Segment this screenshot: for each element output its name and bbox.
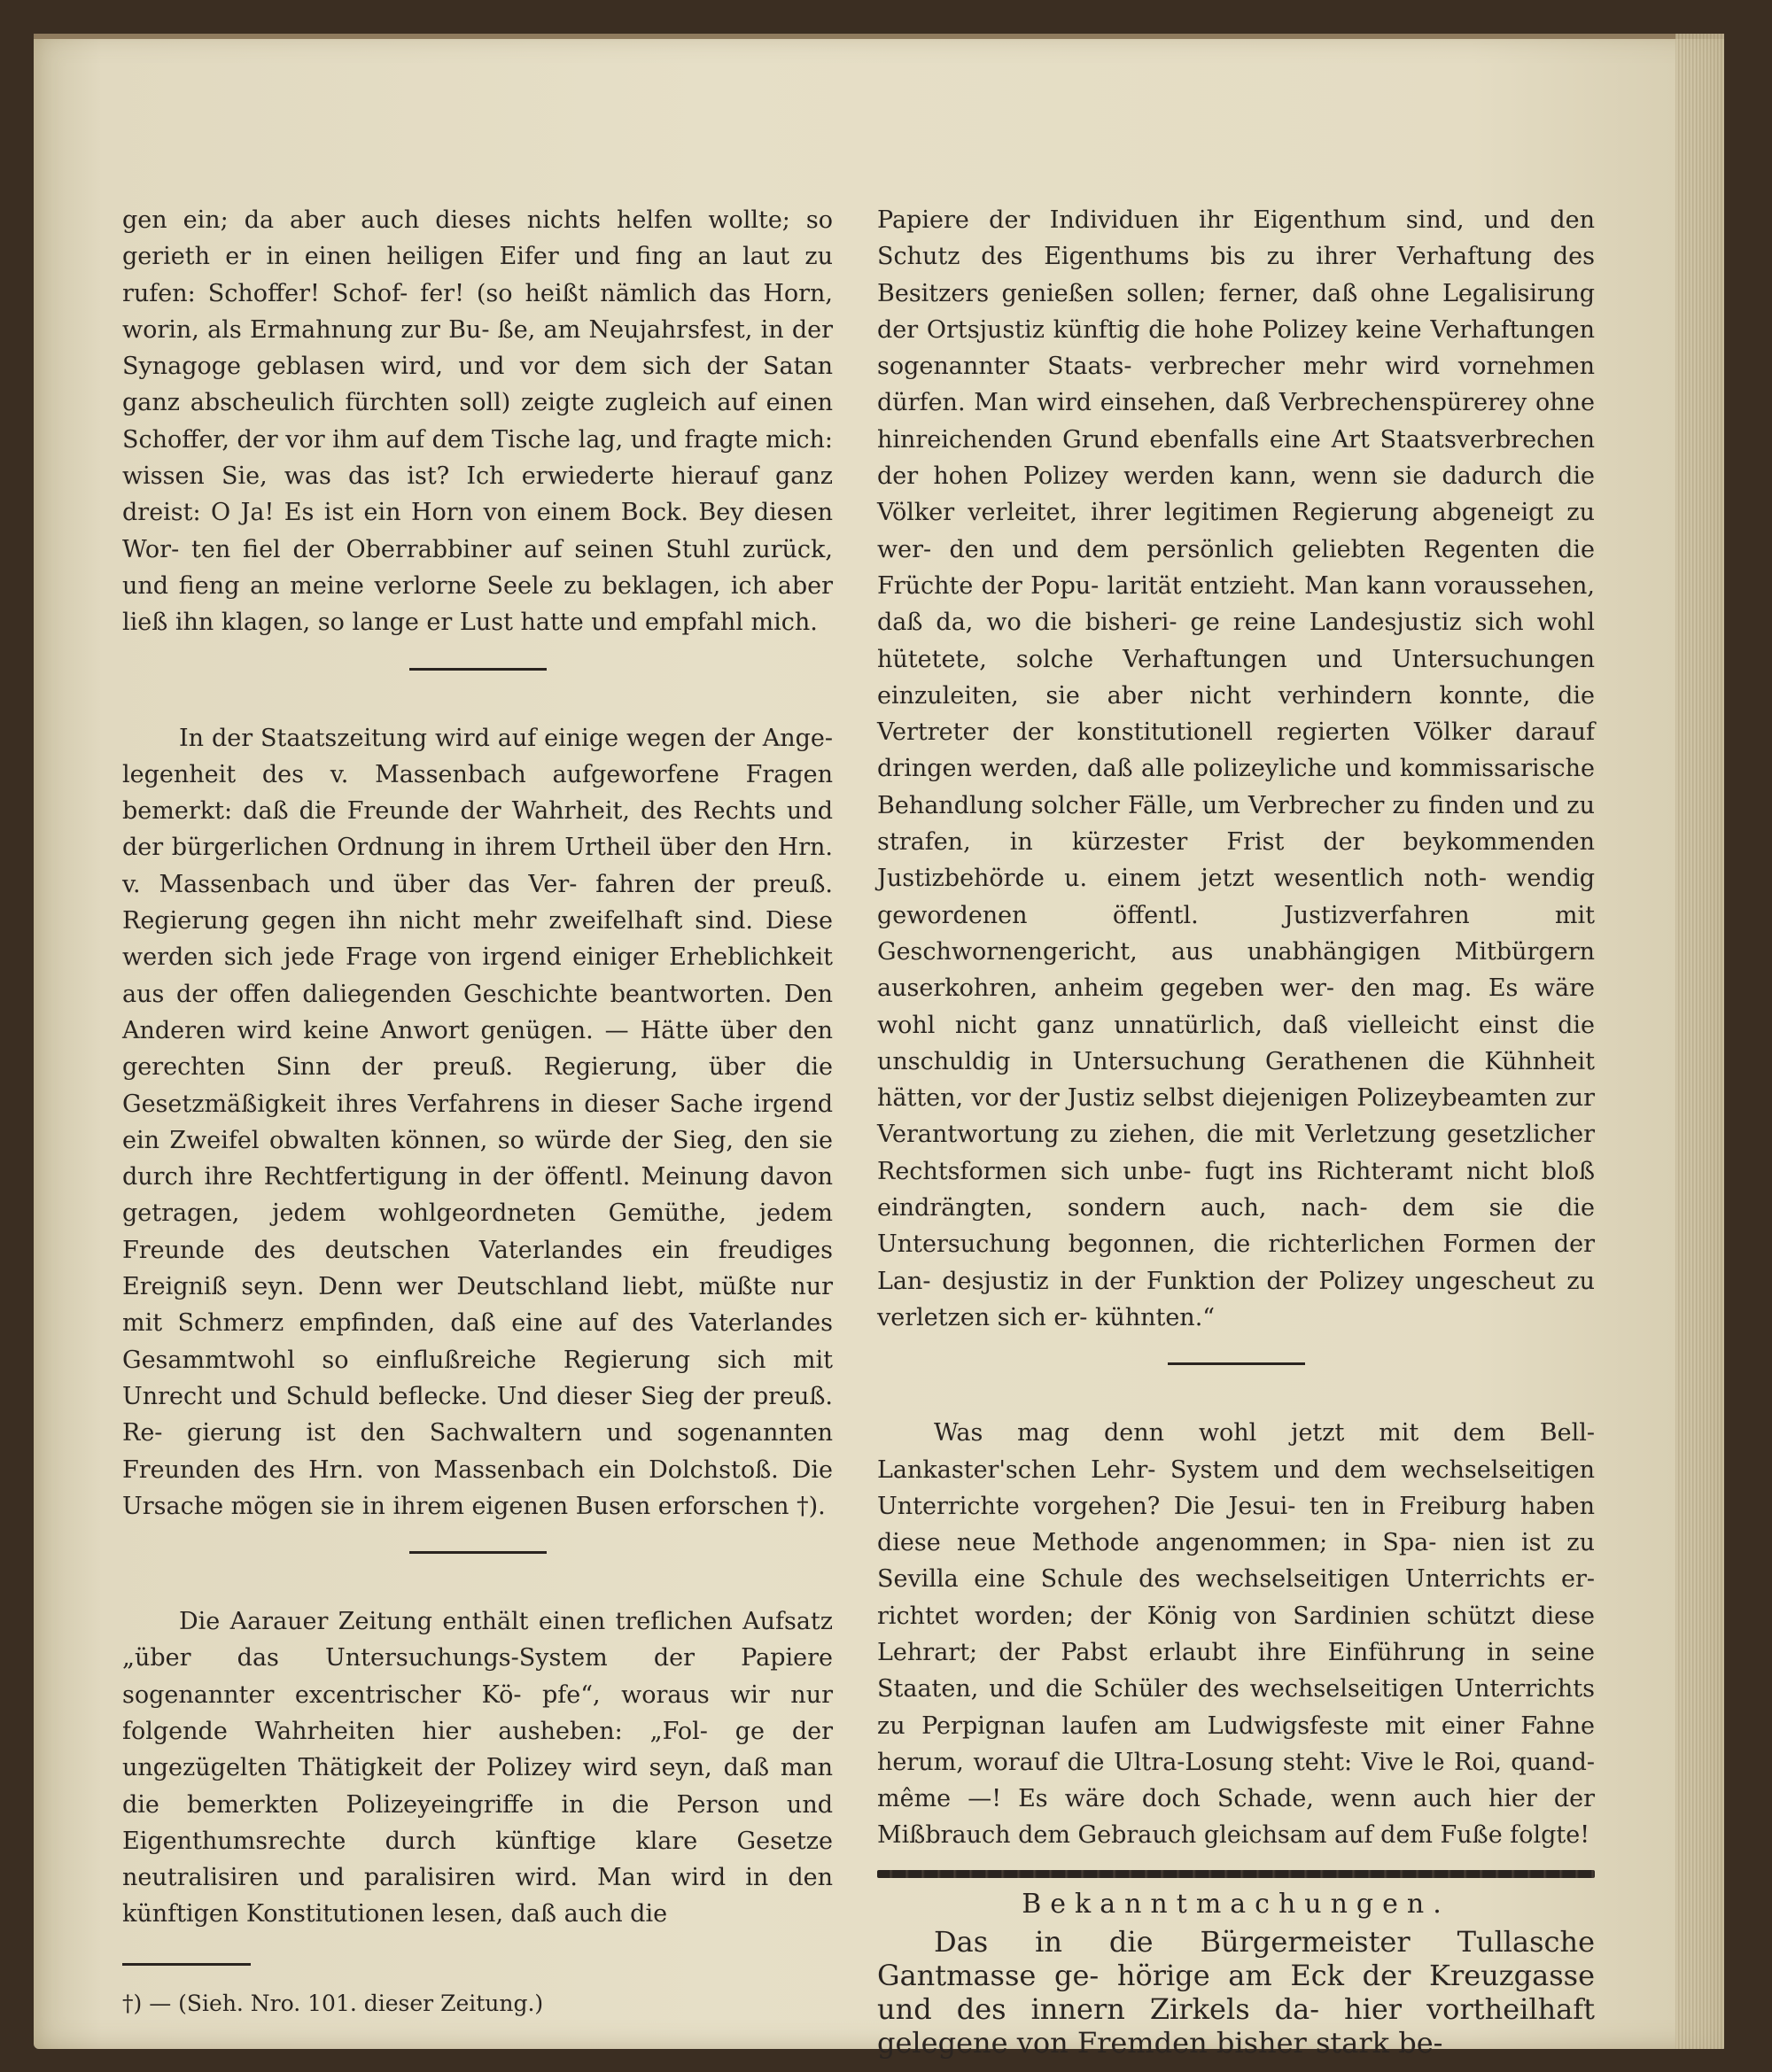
- footnote-divider: [122, 1963, 251, 1966]
- left-paragraph-2: In der Staatszeitung wird auf einige wegen der Ange- legenheit des v. Massenbach aufgeworfene Fragen bemerkt: daß die Freunde der Wahrheit, des Rechts und der bürgerlichen Ordnung in ihrem Urtheil über den Hrn. v. Massenbach und über das Ver- fahren der preuß. Regierung gegen ihn nicht mehr zweifelhaft sind. Diese werden sich jede Frage von irgend einiger Erheblichkeit aus der offen daliegenden Geschichte beantworten. Den Anderen wird keine Anwort genügen. — Hätte über den gerechten Sinn der preuß. Regierung, über die Gesetzmäßigkeit ihres Verfahrens in dieser Sache irgend ein Zweifel obwalten können, so würde der Sieg, den sie durch ihre Rechtfertigung in der öffentl. Meinung davon getragen, jedem wohlgeordneten Gemüthe, jedem Freunde des deutschen Vaterlandes ein freudiges Ereigniß seyn. Denn wer Deutschland liebt, müßte nur mit Schmerz empfinden, daß eine auf des Vaterlandes Gesammtwohl so einflußreiche Regierung sich mit Unrecht und Schuld beflecke. Und dieser Sieg der preuß. Re- gierung ist den Sachwaltern und sogenannten Freunden des Hrn. von Massenbach ein Dolchstoß. Die Ursache mögen sie in ihrem eigenen Busen erforschen †).: [122, 724, 833, 1520]
- announcements-divider: [877, 1870, 1595, 1878]
- page-fore-edge: [1675, 34, 1724, 2049]
- section-divider: [409, 668, 547, 671]
- announcement-block: [877, 1925, 1595, 2060]
- footnote: †) — (Sieh. Nro. 101. dieser Zeitung.): [122, 1990, 544, 2016]
- section-divider: [409, 1551, 547, 1554]
- announcements-heading: Bekanntmachungen.: [1022, 1888, 1450, 1920]
- right-column: [877, 202, 1595, 2060]
- left-paragraph-3: Die Aarauer Zeitung enthält einen treflichen Aufsatz „über das Untersuchungs-System der Papiere sogenannter excentrischer Kö- pfe“, woraus wir nur folgende Wahrheiten hier ausheben: „Fol- ge der ungezügelten Thätigkeit der Polizey wird seyn, daß man die bemerkten Polizeyeingriffe in die Person und Eigenthumsrechte durch künftige klare Gesetze neutralisiren und paralisiren wird. Man wird in den künftigen Konstitutionen lesen, daß auch die: [122, 1608, 833, 1928]
- left-column: [122, 202, 833, 2022]
- page-top-edge: [34, 34, 1724, 39]
- section-divider: [1168, 1362, 1305, 1365]
- right-paragraph-1: Papiere der Individuen ihr Eigenthum sind, und den Schutz des Eigenthums bis zu ihrer Verhaftung des Besitzers genießen sollen; ferner, daß ohne Legalisirung der Ortsjustiz künftig die hohe Polizey keine Verhaftungen sogenannter Staats- verbrecher mehr wird vornehmen dürfen. Man wird einsehen, daß Verbrechenspürerey ohne hinreichenden Grund ebenfalls eine Art Staatsverbrechen der hohen Polizey werden kann, wenn sie dadurch die Völker verleitet, ihrer legitimen Regierung abgeneigt zu wer- den und dem persönlich geliebten Regenten die Früchte der Popu- larität entzieht. Man kann voraussehen, daß da, wo die bisheri- ge reine Landesjustiz sich wohl hütetete, solche Verhaftungen und Untersuchungen einzuleiten, sie aber nicht verhindern konnte, die Vertreter der konstitutionell regierten Völker darauf dringen werden, daß alle polizeyliche und kommissarische Behandlung solcher Fälle, um Verbrecher zu finden und zu strafen, in kürzester Frist der beykommenden Justizbehörde u. einem jetzt wesentlich noth- wendig gewordenen öffentl. Justizverfahren mit Geschwornengericht, aus unabhängigen Mitbürgern auserkohren, anheim gegeben wer- den mag. Es wäre wohl nicht ganz unnatürlich, daß vielleicht einst die unschuldig in Untersuchung Gerathenen die Kühnheit hätten, vor der Justiz selbst diejenigen Polizeybeamten zur Verantwortung zu ziehen, die mit Verletzung gesetzlicher Rechtsformen sich unbe- fugt ins Richteramt nicht bloß eindrängten, sondern auch, nach- dem sie die Untersuchung begonnen, die richterlichen Formen der Lan- desjustiz in der Funktion der Polizey ungescheut zu verletzen sich er- kühnten.“: [877, 206, 1595, 1331]
- left-paragraph-1: gen ein; da aber auch dieses nichts helfen wollte; so gerieth er in einen heiligen Eifer und fing an laut zu rufen: Schoffer! Schof- fer! (so heißt nämlich das Horn, worin, als Ermahnung zur Bu- ße, am Neujahrsfest, in der Synagoge geblasen wird, und vor dem sich der Satan ganz abscheulich fürchten soll) zeigte zugleich auf einen Schoffer, der vor ihm auf dem Tische lag, und fragte mich: wissen Sie, was das ist? Ich erwiederte hierauf ganz dreist: O Ja! Es ist ein Horn von einem Bock. Bey diesen Wor- ten fiel der Oberrabbiner auf seinen Stuhl zurück, und fieng an meine verlorne Seele zu beklagen, ich aber ließ ihn klagen, so lange er Lust hatte und empfahl mich.: [122, 206, 833, 637]
- right-paragraph-2: Was mag denn wohl jetzt mit dem Bell-Lankaster'schen Lehr- System und dem wechselseitigen Unterrichte vorgehen? Die Jesui- ten in Freiburg haben diese neue Methode angenommen; in Spa- nien ist zu Sevilla eine Schule des wechselseitigen Unterrichts er- richtet worden; der König von Sardinien schützt diese Lehrart; der Pabst erlaubt ihre Einführung in seine Staaten, und die Schüler des wechselseitigen Unterrichts zu Perpignan laufen am Ludwigsfeste mit einer Fahne herum, worauf die Ultra-Losung steht: Vive le Roi, quand-même —! Es wäre doch Schade, wenn auch hier der Mißbrauch dem Gebrauch gleichsam auf dem Fuße folgte!: [877, 1419, 1595, 1850]
- announcement-text: Das in die Bürgermeister Tullasche Gantmasse ge- hörige am Eck der Kreuzgasse und des innern Zirkels da- hier vortheilhaft gelegene von Fremden bisher stark be-: [877, 1924, 1595, 2060]
